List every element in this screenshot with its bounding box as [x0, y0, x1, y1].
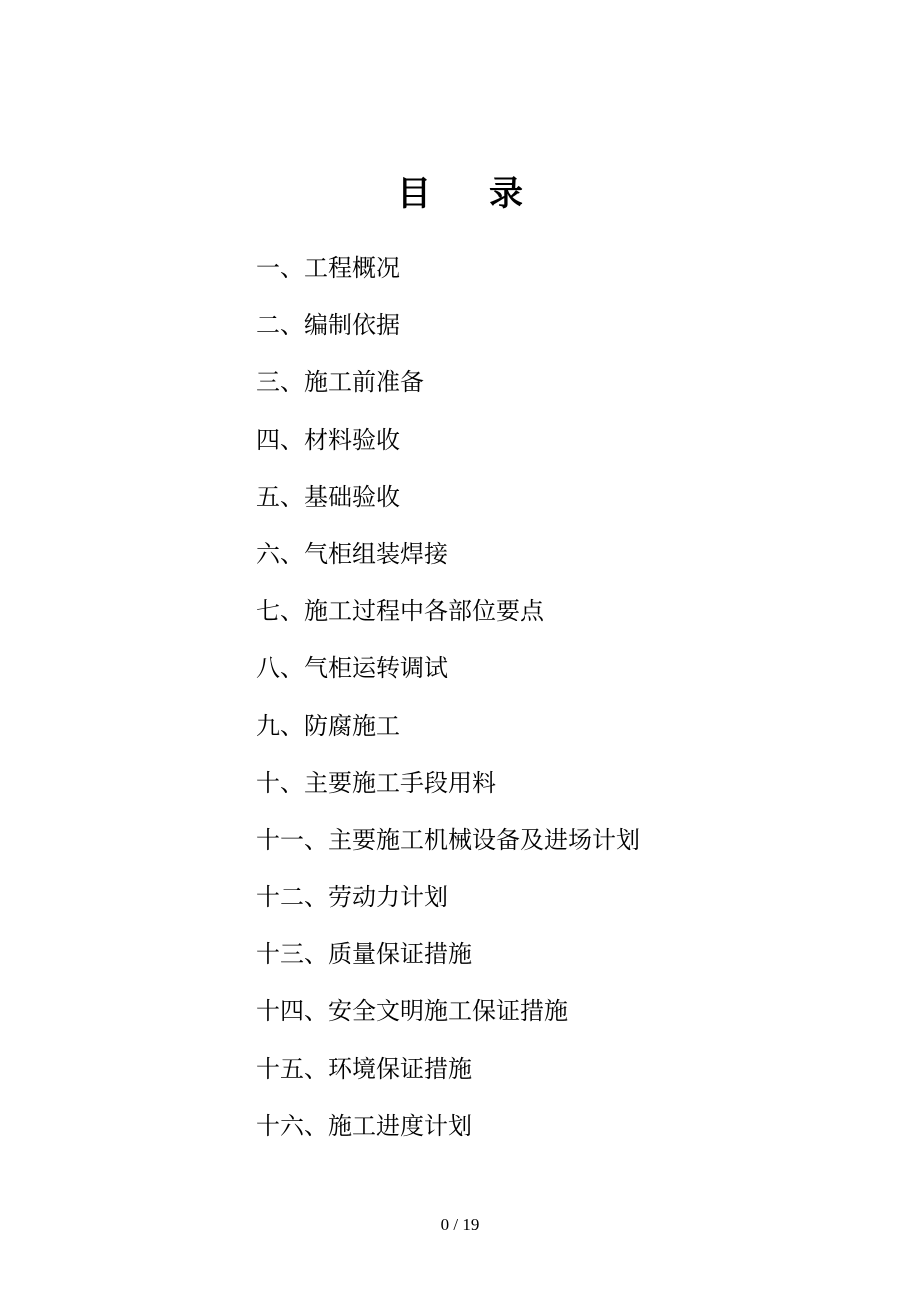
table-of-contents	[256, 240, 640, 1155]
toc-item-10: 十、主要施工手段用料	[256, 768, 496, 797]
page-title: 目录	[397, 174, 581, 214]
toc-item-1: 一、工程概况	[256, 254, 400, 282]
toc-item-5: 五、基础验收	[256, 482, 400, 511]
toc-item-7: 七、施工过程中各部位要点	[256, 597, 544, 626]
toc-item-2: 二、编制依据	[256, 311, 400, 340]
toc-item-16: 十六、施工进度计划	[256, 1111, 472, 1140]
toc-item-14: 十四、安全文明施工保证措施	[256, 997, 568, 1026]
toc-item-4: 四、材料验收	[256, 425, 400, 454]
toc-item-9: 九、防腐施工	[256, 711, 400, 740]
toc-item-6: 六、气柜组装焊接	[256, 539, 448, 568]
page-number: 0 / 19	[440, 1215, 480, 1234]
toc-item-15: 十五、环境保证措施	[256, 1054, 472, 1083]
toc-item-11: 十一、主要施工机械设备及进场计划	[256, 825, 640, 854]
toc-item-13: 十三、质量保证措施	[256, 940, 472, 969]
toc-item-12: 十二、劳动力计划	[256, 883, 448, 912]
toc-item-3: 三、施工前准备	[256, 368, 424, 397]
toc-item-8: 八、气柜运转调试	[256, 654, 448, 683]
